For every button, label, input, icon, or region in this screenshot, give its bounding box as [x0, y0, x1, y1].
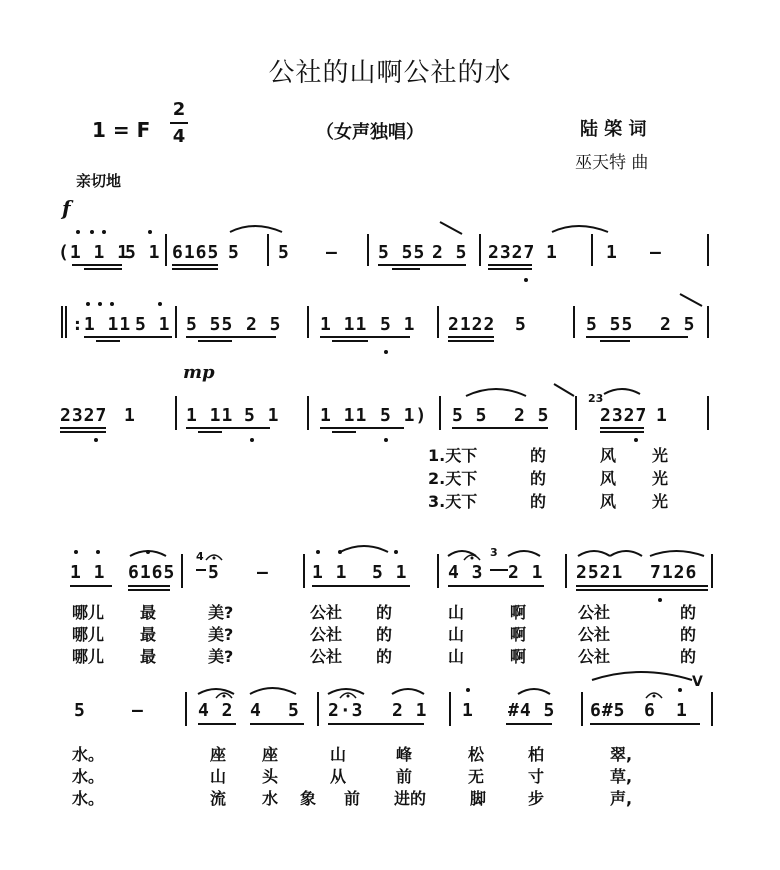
lyric: 3.天下	[428, 492, 478, 511]
note-group: 5 1	[380, 314, 416, 335]
lyric: 的	[376, 647, 393, 666]
dynamic-forte: f	[62, 196, 71, 220]
note-group: 6#5	[590, 700, 626, 721]
note-group: 5 1)	[380, 405, 428, 426]
lyric: 最	[140, 625, 157, 644]
octave-dot	[90, 230, 94, 234]
lyric: 草,	[610, 767, 633, 786]
note-group: 5	[74, 700, 86, 721]
lyric: 翠,	[610, 745, 633, 764]
lyricist-credit: 陆 棨 词	[580, 119, 647, 140]
note-group: 2 5	[660, 314, 696, 335]
lyric: 山	[330, 745, 347, 764]
lyric: 的	[376, 625, 393, 644]
time-signature-denominator: 4	[172, 126, 186, 147]
lyric: 美?	[208, 647, 234, 666]
song-title: 公社的山啊公社的水	[268, 58, 512, 88]
lyric: 公社	[310, 647, 343, 666]
note-group: 2327	[60, 405, 108, 426]
lyric: 啊	[510, 625, 527, 644]
octave-dot	[94, 438, 98, 442]
octave-dot	[384, 438, 388, 442]
note-group: 2327	[488, 242, 536, 263]
lyric: 前	[396, 767, 413, 786]
note-group: 5	[278, 242, 290, 263]
lyric: 座	[262, 745, 279, 764]
glissando-mark	[680, 294, 702, 306]
octave-dot	[316, 550, 320, 554]
note-group: (1 1 1	[58, 242, 130, 263]
octave-dot	[678, 688, 682, 692]
lyric: 水。	[72, 789, 105, 808]
note-group: 4 3	[448, 562, 484, 583]
slur	[650, 551, 704, 556]
lyric: 的	[530, 492, 547, 511]
slur	[250, 688, 296, 694]
lyric: 1.天下	[428, 446, 478, 465]
note-group: 1	[676, 700, 688, 721]
note-group: 1 11	[320, 405, 368, 426]
breath-mark: V	[692, 674, 703, 690]
fermata-dot	[347, 695, 350, 698]
lyric: 啊	[510, 647, 527, 666]
glissando-mark	[554, 384, 574, 396]
octave-dot	[250, 438, 254, 442]
note-group: 1	[606, 242, 618, 263]
lyric: 公社	[310, 603, 343, 622]
octave-dot	[634, 438, 638, 442]
slur	[610, 551, 642, 556]
octave-dot	[384, 350, 388, 354]
octave-dot	[466, 688, 470, 692]
note-group: 2 1	[392, 700, 428, 721]
octave-dot	[74, 550, 78, 554]
note-group: 5 55	[378, 242, 426, 263]
octave-dot	[338, 550, 342, 554]
note-group: 1	[546, 242, 558, 263]
lyric: 的	[680, 647, 697, 666]
note-group: 1	[656, 405, 668, 426]
note-group: 1 11	[186, 405, 234, 426]
time-signature-numerator: 2	[170, 100, 188, 124]
lyric: 光	[652, 446, 669, 465]
lyric: 风	[600, 469, 617, 488]
octave-dot	[148, 230, 152, 234]
octave-dot	[394, 550, 398, 554]
dynamic-mezzo-piano: mp	[183, 362, 215, 383]
octave-dot	[98, 302, 102, 306]
slur	[466, 389, 526, 396]
note-group: 7126	[650, 562, 698, 583]
note-group: —	[326, 242, 338, 263]
octave-dot	[110, 302, 114, 306]
lyric: 进的	[394, 789, 427, 808]
lyric: 2.天下	[428, 469, 478, 488]
lyric: 流	[210, 789, 227, 808]
lyric: 座	[210, 745, 227, 764]
lyric: 柏	[528, 745, 545, 764]
lyric: 的	[530, 469, 547, 488]
lyric: 风	[600, 492, 617, 511]
octave-dot	[158, 302, 162, 306]
note-group: 5 1	[372, 562, 408, 583]
lyric: 的	[680, 603, 697, 622]
fermata-dot	[223, 695, 226, 698]
lyric: 水。	[72, 745, 105, 764]
note-group: 6165	[128, 562, 176, 583]
composer-credit: 巫天特 曲	[575, 153, 649, 173]
lyric: 步	[528, 789, 545, 808]
note-group: 2·3	[328, 700, 364, 721]
note-group: 1	[462, 700, 474, 721]
lyric: 公社	[578, 603, 611, 622]
slur	[592, 672, 692, 680]
note-group: 5	[228, 242, 240, 263]
note-group: 5 55	[186, 314, 234, 335]
lyric: 声,	[610, 789, 633, 808]
lyric: 哪儿	[72, 647, 105, 666]
grace-note: 3	[490, 546, 498, 559]
lyric: 峰	[396, 745, 413, 764]
note-group: 5	[288, 700, 300, 721]
note-group: 5 5	[452, 405, 488, 426]
note-group: #4 5	[508, 700, 556, 721]
octave-dot	[86, 302, 90, 306]
lyric: 啊	[510, 603, 527, 622]
lyric: 山	[210, 767, 227, 786]
slur	[340, 546, 388, 552]
lyric: 哪儿	[72, 625, 105, 644]
glissando-mark	[440, 222, 462, 234]
note-group: 4 2	[198, 700, 234, 721]
lyric: 公社	[310, 625, 343, 644]
lyric: 公社	[578, 647, 611, 666]
note-group: 2 5	[514, 405, 550, 426]
octave-dot	[96, 550, 100, 554]
lyric: 前	[344, 789, 361, 808]
slur	[578, 551, 610, 556]
note-group: 5 55	[586, 314, 634, 335]
note-group: 2521	[576, 562, 624, 583]
fermata-dot	[653, 695, 656, 698]
note-group: 1 1	[70, 562, 106, 583]
slur	[508, 551, 540, 556]
slur	[552, 226, 608, 232]
note-group: —	[132, 700, 144, 721]
note-group: 4	[250, 700, 262, 721]
note-group: 1 1	[312, 562, 348, 583]
lyric: 松	[468, 745, 485, 764]
note-group: —	[257, 562, 269, 583]
lyric: 脚	[470, 789, 487, 808]
lyric: 哪儿	[72, 603, 105, 622]
fermata-dot	[471, 557, 474, 560]
note-group: 5 1	[244, 405, 280, 426]
lyric: 光	[652, 469, 669, 488]
slur	[198, 689, 234, 694]
lyric: 的	[530, 446, 547, 465]
lyric: 无	[468, 767, 485, 786]
note-group: 5	[208, 562, 220, 583]
lyric: 公社	[578, 625, 611, 644]
key-signature: 1 = F	[92, 118, 151, 142]
octave-dot	[102, 230, 106, 234]
lyric: 头	[262, 767, 279, 786]
note-group: 5	[515, 314, 527, 335]
lyric: 光	[652, 492, 669, 511]
octave-dot	[76, 230, 80, 234]
note-group: 6165	[172, 242, 220, 263]
lyric: 水	[262, 789, 279, 808]
lyric: 风	[600, 446, 617, 465]
lyric: 寸	[528, 767, 545, 786]
note-group: —	[650, 242, 662, 263]
lyric: 美?	[208, 625, 234, 644]
grace-note: 4	[196, 550, 204, 563]
note-group: 2122	[448, 314, 496, 335]
grace-note: 23	[588, 392, 604, 405]
lyric: 从	[330, 767, 347, 786]
fermata-dot	[213, 557, 216, 560]
octave-dot	[658, 598, 662, 602]
tempo-marking: 亲切地	[76, 172, 122, 190]
note-group: 5 1	[135, 314, 171, 335]
lyric: 的	[680, 625, 697, 644]
lyric: 山	[448, 625, 465, 644]
slur	[392, 689, 424, 694]
note-group: 1 11	[320, 314, 368, 335]
lyric: 象	[300, 789, 317, 808]
lyric: 最	[140, 647, 157, 666]
lyric: 山	[448, 647, 465, 666]
note-group: :1 11	[72, 314, 132, 335]
slur	[604, 389, 640, 394]
performance-note: （女声独唱）	[316, 122, 424, 143]
lyric: 美?	[208, 603, 234, 622]
note-group: 1	[124, 405, 136, 426]
note-group: 2327	[600, 405, 648, 426]
note-group: 2 5	[432, 242, 468, 263]
octave-dot	[524, 278, 528, 282]
note-group: 2 5	[246, 314, 282, 335]
lyric: 的	[376, 603, 393, 622]
octave-dot	[146, 550, 150, 554]
lyric: 山	[448, 603, 465, 622]
slur	[230, 226, 282, 232]
lyric: 最	[140, 603, 157, 622]
lyric: 水。	[72, 767, 105, 786]
slur	[518, 689, 550, 694]
note-group: 5 1	[125, 242, 161, 263]
note-group: 2 1	[508, 562, 544, 583]
note-group: 6	[644, 700, 656, 721]
